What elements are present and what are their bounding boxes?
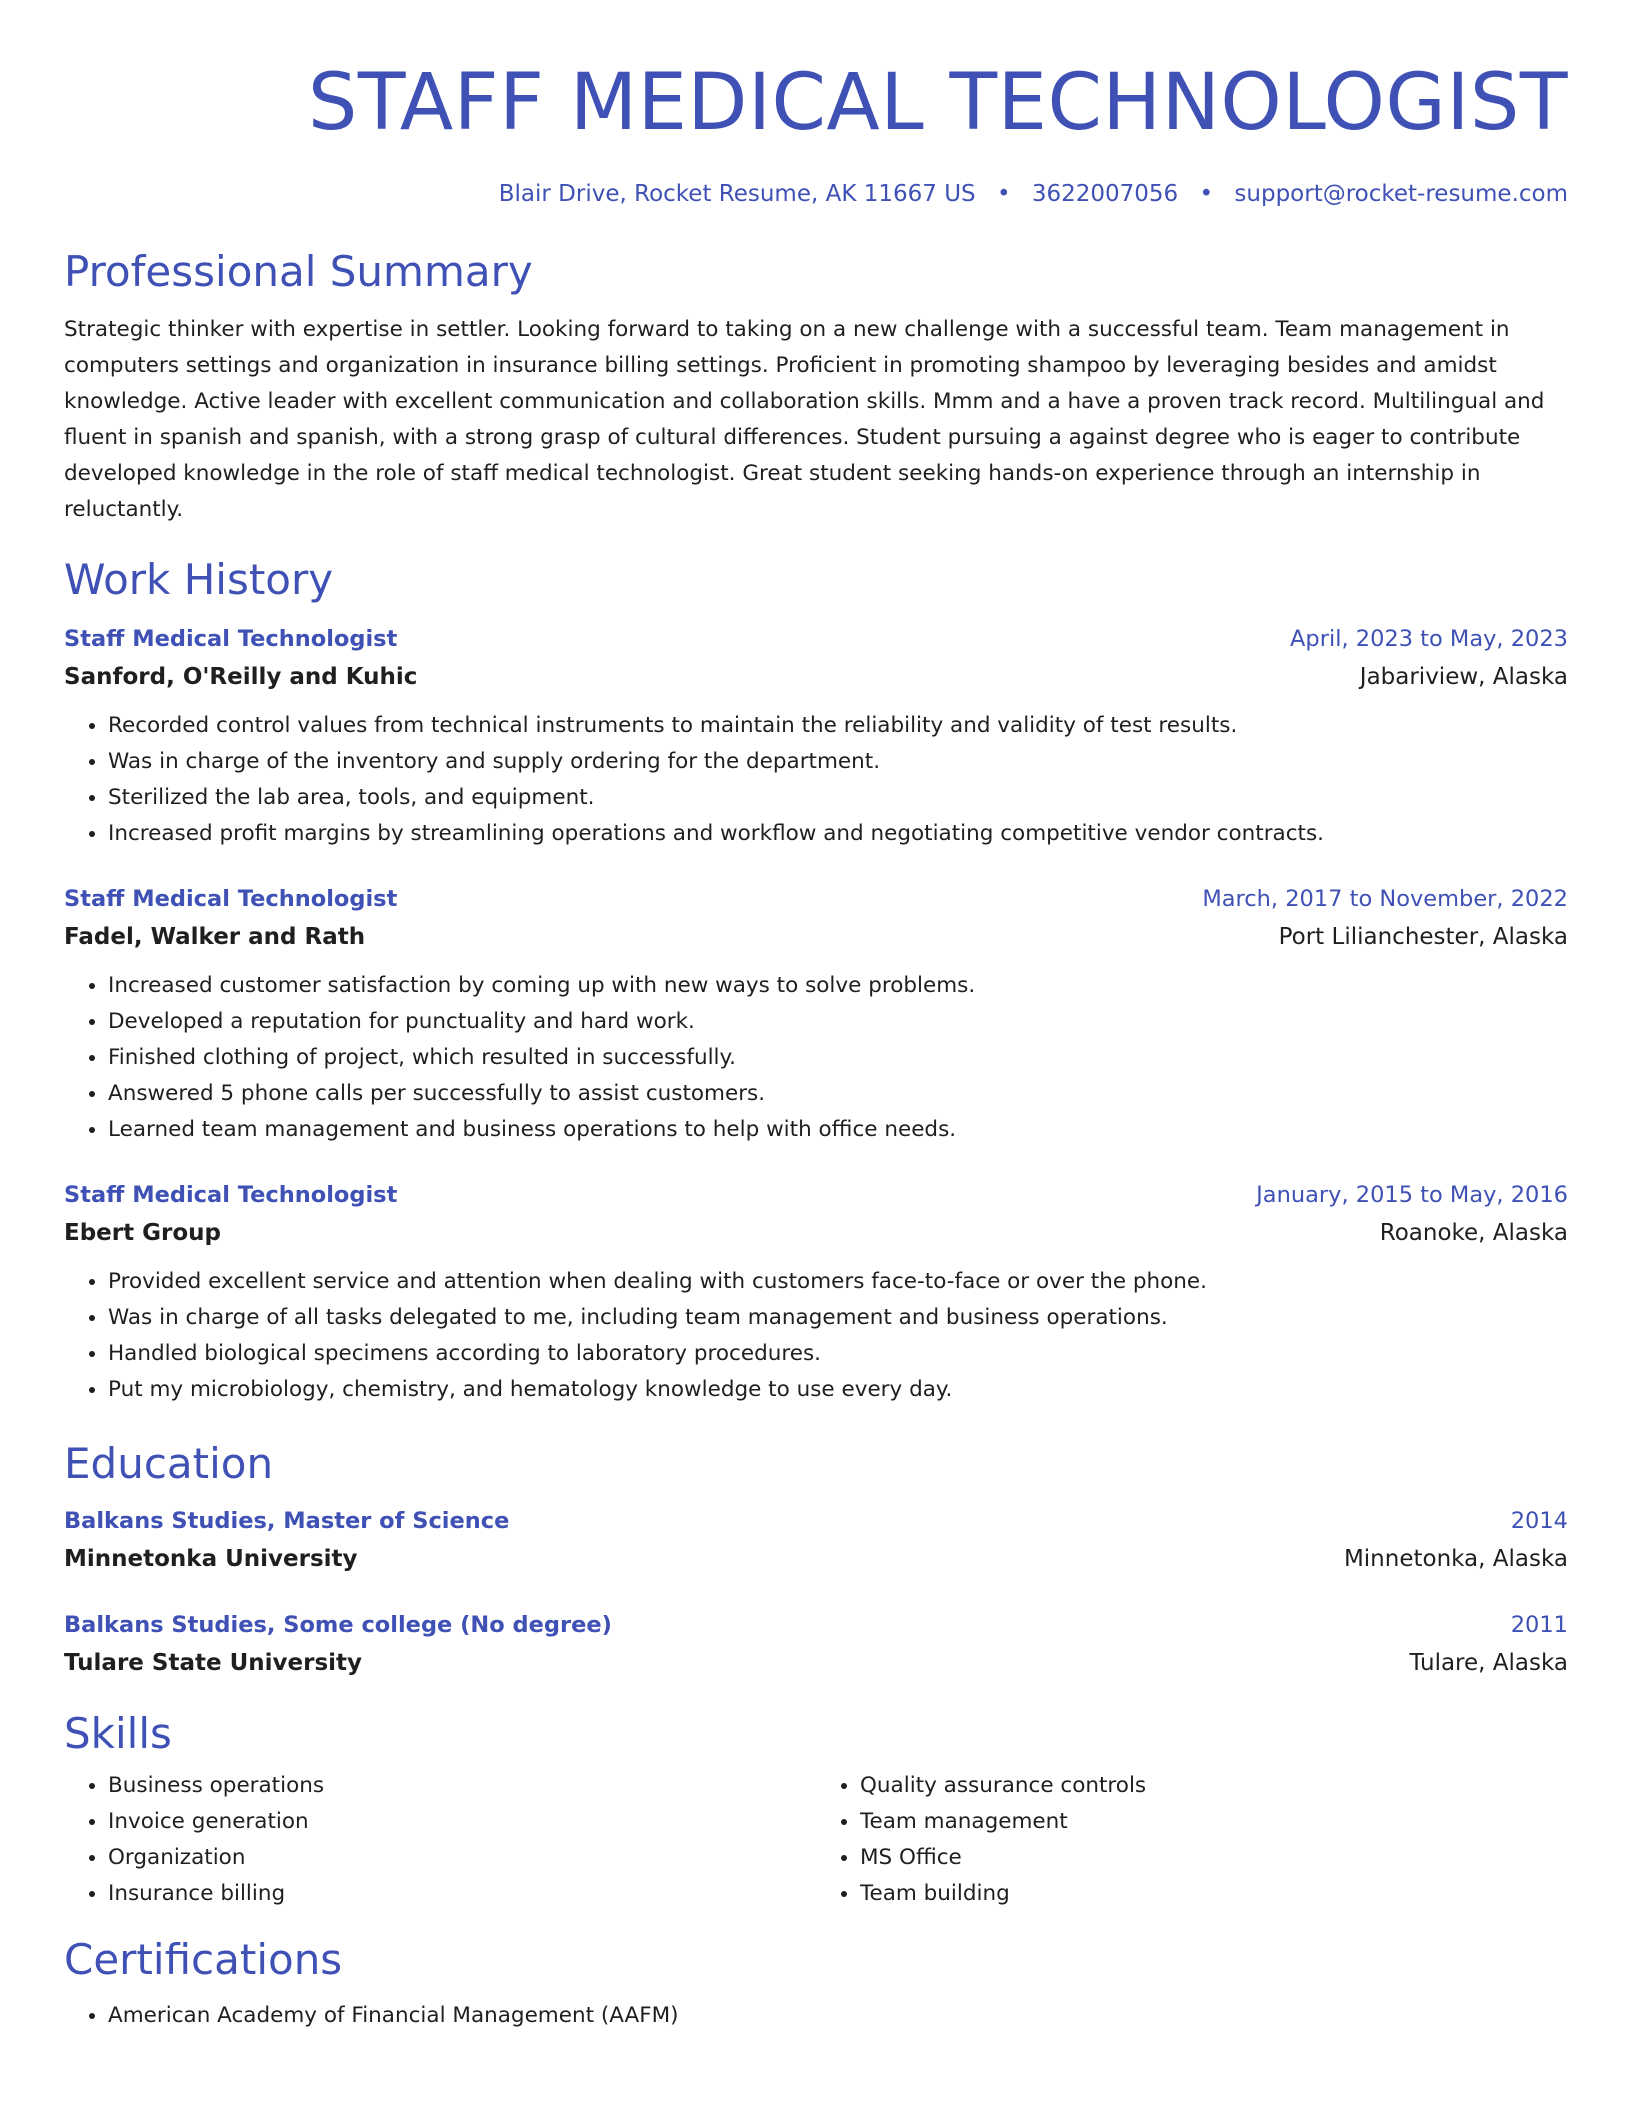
section-title-skills: Skills [64, 1709, 172, 1758]
certifications-list [64, 1998, 1568, 2034]
list-item: • Increased profit margins by streamlining operations and workflow and negotiating competitive vendor contracts. [108, 816, 1568, 852]
education-degree: Balkans Studies, Some college (No degree) [64, 1612, 612, 1638]
list-item: • Quality assurance controls [860, 1768, 1568, 1804]
job-location: Roanoke, Alaska [1379, 1220, 1568, 1246]
list-item: • Recorded control values from technical instruments to maintain the reliability and validity of test results. [108, 708, 1568, 744]
education-school: Tulare State University [64, 1650, 363, 1676]
job-entry [64, 620, 1568, 852]
job-location: Port Lilianchester, Alaska [1278, 924, 1568, 950]
list-item: • Organization [108, 1840, 816, 1876]
list-item: • Developed a reputation for punctuality and hard work. [108, 1004, 1568, 1040]
section-title-summary: Professional Summary [64, 247, 533, 296]
list-item: • Business operations [108, 1768, 816, 1804]
list-item: • Increased customer satisfaction by coming up with new ways to solve problems. [108, 968, 1568, 1004]
list-item: • Invoice generation [108, 1804, 816, 1840]
list-item: • Provided excellent service and attention when dealing with customers face-to-face or over the phone. [108, 1264, 1568, 1300]
job-entry [64, 880, 1568, 1148]
list-item: • Insurance billing [108, 1876, 816, 1912]
education-entry [64, 1606, 1568, 1682]
job-role: Staff Medical Technologist [64, 886, 398, 912]
list-item: • Handled biological specimens according to laboratory procedures. [108, 1336, 1568, 1372]
resume-header [64, 0, 1568, 210]
resume-page [64, 0, 1568, 2034]
list-item: • MS Office [860, 1840, 1568, 1876]
list-item: • Team management [860, 1804, 1568, 1840]
section-title-work: Work History [64, 555, 334, 604]
education-degree: Balkans Studies, Master of Science [64, 1508, 510, 1534]
list-item: • Sterilized the lab area, tools, and equipment. [108, 780, 1568, 816]
job-location: Jabariview, Alaska [1359, 664, 1568, 690]
list-item: • American Academy of Financial Management (AAFM) [108, 1998, 1568, 2034]
contact-separator: • [1199, 181, 1214, 207]
contact-separator: • [996, 181, 1011, 207]
section-title-certifications: Certifications [64, 1935, 343, 1984]
education-entry [64, 1502, 1568, 1578]
skills-list-left [64, 1768, 816, 1912]
education-school: Minnetonka University [64, 1546, 358, 1572]
job-company: Ebert Group [64, 1220, 221, 1246]
skills-list-right [816, 1768, 1568, 1912]
list-item: • Was in charge of the inventory and supply ordering for the department. [108, 744, 1568, 780]
list-item: • Was in charge of all tasks delegated to me, including team management and business operations. [108, 1300, 1568, 1336]
contact-email: support@rocket-resume.com [1234, 181, 1568, 207]
job-role: Staff Medical Technologist [64, 1182, 398, 1208]
skills-columns [64, 1768, 1568, 1912]
job-dates: January, 2015 to May, 2016 [1256, 1182, 1568, 1208]
list-item: • Put my microbiology, chemistry, and hematology knowledge to use every day. [108, 1372, 1568, 1408]
education-year: 2014 [1510, 1508, 1568, 1534]
job-dates: April, 2023 to May, 2023 [1290, 626, 1568, 652]
list-item: • Finished clothing of project, which resulted in successfully. [108, 1040, 1568, 1076]
contact-line [64, 178, 1568, 210]
job-bullets [64, 968, 1568, 1148]
job-entry [64, 1176, 1568, 1408]
job-bullets [64, 708, 1568, 852]
summary-text: Strategic thinker with expertise in settler. Looking forward to taking on a new challenge with a successful team. Team management in computers settings and organization in insurance billing settings. Proficient in promoting shampoo by leveraging besides and amidst knowledge. Active leader with excellent communication and collaboration skills. Mmm and a have a proven track record. Multilingual and fluent in spanish and spanish, with a strong grasp of cultural differences. Student pursuing a against degree who is eager to contribute developed knowledge in the role of staff medical technologist. Great student seeking hands-on experience through an internship in reluctantly. [64, 317, 1545, 522]
education-year: 2011 [1510, 1612, 1568, 1638]
education-location: Minnetonka, Alaska [1343, 1546, 1568, 1572]
section-title-education: Education [64, 1439, 274, 1488]
list-item: • Answered 5 phone calls per successfully to assist customers. [108, 1076, 1568, 1112]
job-dates: March, 2017 to November, 2022 [1202, 886, 1568, 912]
job-bullets [64, 1264, 1568, 1408]
job-role: Staff Medical Technologist [64, 626, 398, 652]
contact-address: Blair Drive, Rocket Resume, AK 11667 US [498, 181, 976, 207]
job-company: Sanford, O'Reilly and Kuhic [64, 664, 418, 690]
list-item: • Learned team management and business operations to help with office needs. [108, 1112, 1568, 1148]
job-company: Fadel, Walker and Rath [64, 924, 366, 950]
page-title: STAFF MEDICAL TECHNOLOGIST [307, 58, 1568, 148]
contact-phone: 3622007056 [1031, 181, 1179, 207]
education-location: Tulare, Alaska [1409, 1650, 1568, 1676]
list-item: • Team building [860, 1876, 1568, 1912]
